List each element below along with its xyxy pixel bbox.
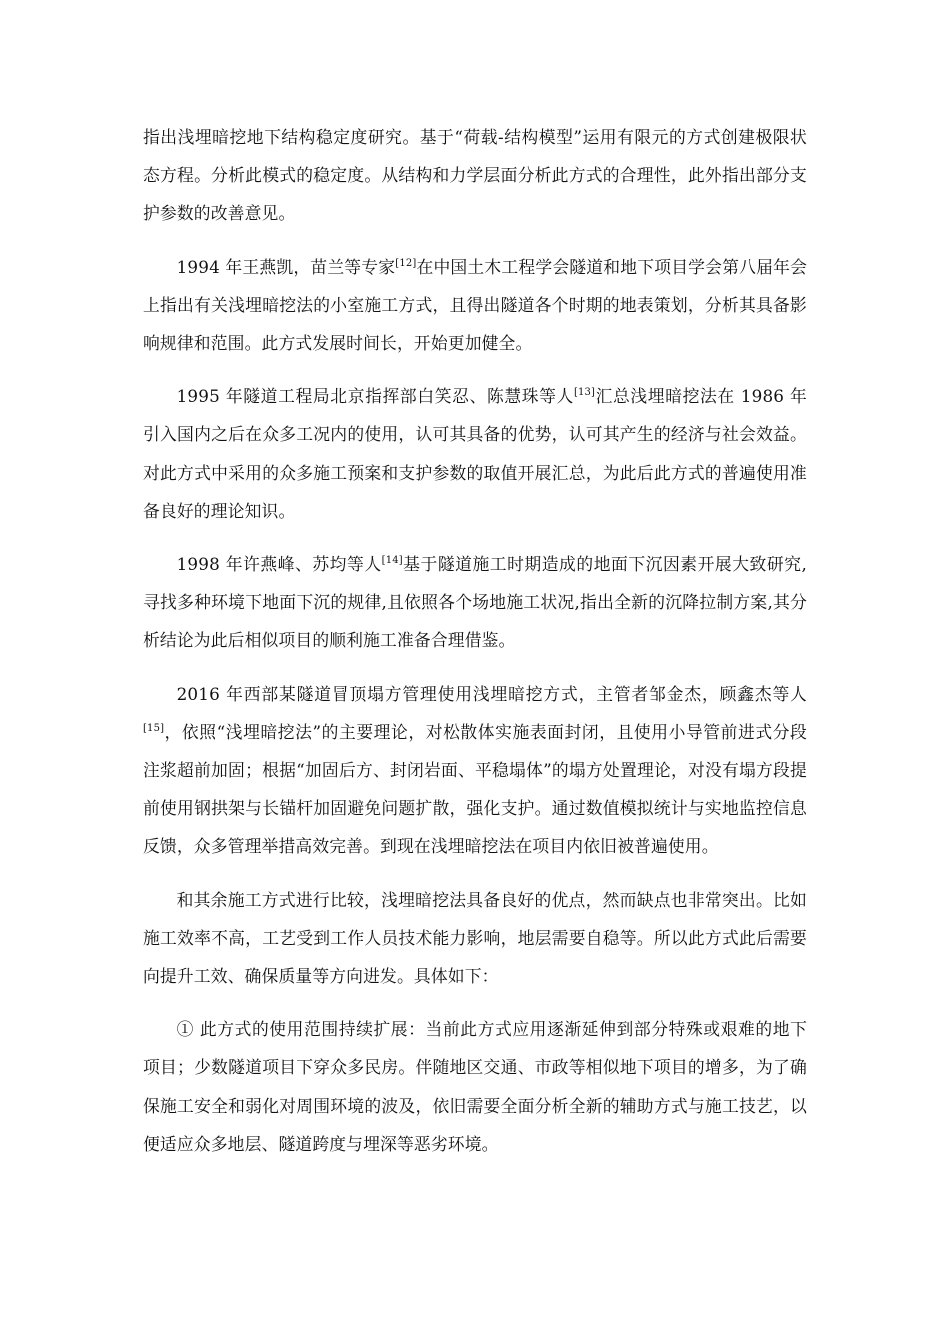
- paragraph-text: ，依照“浅埋暗挖法”的主要理论，对松散体实施表面封闭，且使用小导管前进式分段注浆超前加固；根据“加固后方、封闭岩面、平稳塌体”的塌方处置理论，对没有塌方段提前使用钢拱架与长锚杆加固避免问题扩散，强化支护。通过数值模拟统计与实地监控信息反馈，众多管理举措高效完善。到现在浅埋暗挖法在项目内依旧被普遍使用。: [143, 721, 807, 857]
- paragraph-5: [143, 675, 807, 866]
- paragraph-text: ① 此方式的使用范围持续扩展：当前此方式应用逐渐延伸到部分特殊或艰难的地下项目；少数隧道项目下穿众多民房。伴随地区交通、市政等相似地下项目的增多，为了确保施工安全和弱化对周围环境的波及，依旧需要全面分析全新的辅助方式与施工技艺，以便适应众多地层、隧道跨度与埋深等恶劣环境。: [143, 1019, 807, 1154]
- paragraph-7: [143, 1010, 807, 1163]
- citation-ref[interactable]: [14]: [381, 555, 403, 567]
- citation-ref[interactable]: [13]: [573, 387, 596, 399]
- paragraph-6: [143, 881, 807, 996]
- paragraph-1: [143, 118, 807, 233]
- paragraph-text: 指出浅埋暗挖地下结构稳定度研究。基于“荷载-结构模型”运用有限元的方式创建极限状态方程。分析此模式的稳定度。从结构和力学层面分析此方式的合理性，此外指出部分支护参数的改善意见。: [143, 127, 807, 224]
- paragraph-text: 在中国土木工程学会隧道和地下项目学会第八届年会上指出有关浅埋暗挖法的小室施工方式，且得出隧道各个时期的地表策划，分析其具备影响规律和范围。此方式发展时间长，开始更加健全。: [143, 256, 807, 354]
- paragraph-text: 1995 年隧道工程局北京指挥部白笑忍、陈慧珠等人: [176, 386, 574, 407]
- paragraph-2: [143, 248, 807, 363]
- paragraph-text: 基于隧道施工时期造成的地面下沉因素开展大致研究,寻找多种环境下地面下沉的规律,且依照各个场地施工状况,指出全新的沉降拉制方案,其分析结论为此后相似项目的顺利施工准备合理借鉴。: [143, 554, 807, 651]
- paragraph-3: [143, 377, 807, 530]
- citation-ref[interactable]: [12]: [395, 257, 417, 269]
- citation-ref[interactable]: [15]: [143, 722, 165, 734]
- paragraph-text: 1994 年王燕凯，苗兰等专家: [176, 256, 396, 277]
- paragraph-text: 汇总浅埋暗挖法在 1986 年引入国内之后在众多工况内的使用，认可其具备的优势，认可其产生的经济与社会效益。对此方式中采用的众多施工预案和支护参数的取值开展汇总，为此后此方式的普遍使用准备良好的理论知识。: [143, 386, 807, 521]
- paragraph-4: [143, 545, 807, 660]
- paragraph-text: 和其余施工方式进行比较，浅埋暗挖法具备良好的优点，然而缺点也非常突出。比如施工效率不高，工艺受到工作人员技术能力影响，地层需要自稳等。所以此方式此后需要向提升工效、确保质量等方向进发。具体如下：: [143, 889, 807, 987]
- paragraph-text: 1998 年许燕峰、苏均等人: [176, 554, 382, 575]
- document-page: [143, 118, 807, 1178]
- paragraph-text: 2016 年西部某隧道冒顶塌方管理使用浅埋暗挖方式，主管者邹金杰，顾鑫杰等人: [176, 683, 807, 704]
